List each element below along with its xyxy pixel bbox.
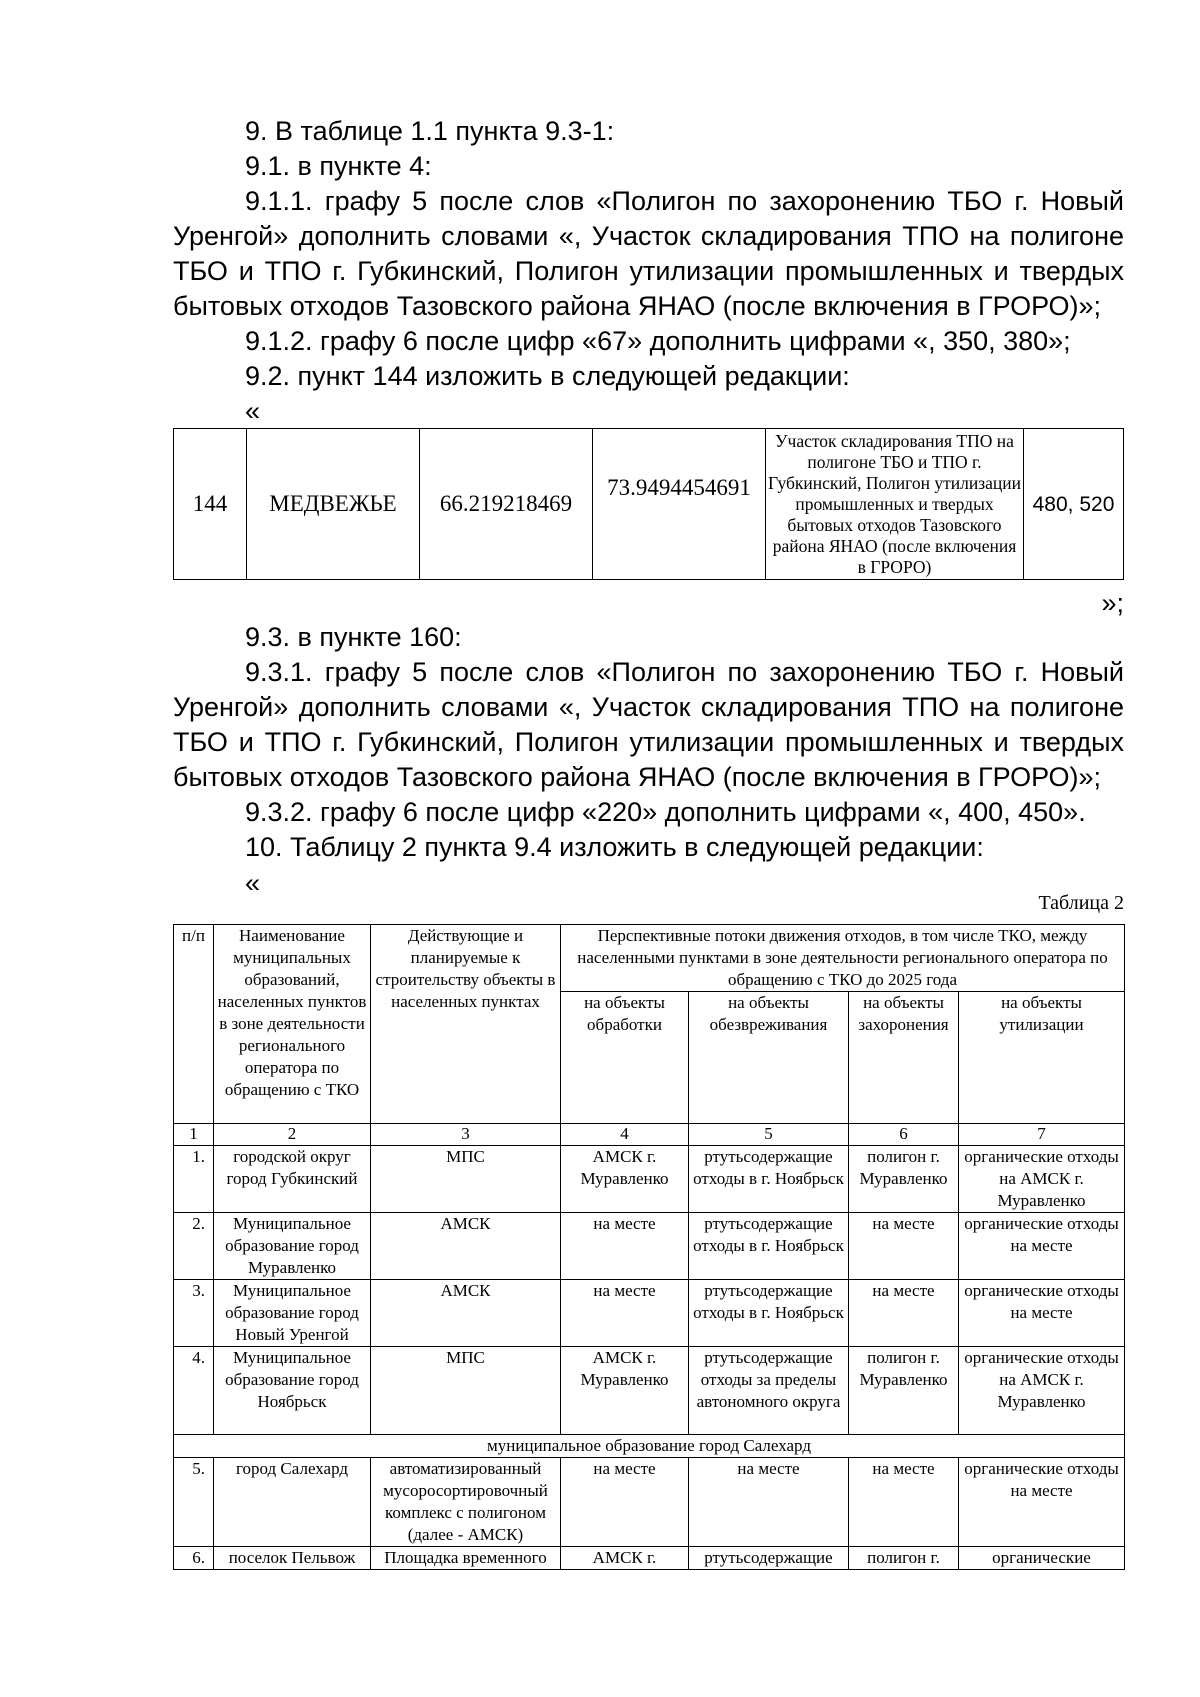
cell-codes: 480, 520	[1024, 429, 1124, 580]
paragraph-9-3: 9.3. в пункте 160:	[245, 622, 462, 652]
row-neutralization: ртутьсодержащие отходы в г. Ноябрьск	[689, 1213, 849, 1280]
row-neutralization: ртутьсодержащие отходы в г. Ноябрьск	[689, 1280, 849, 1347]
row-objects: МПС	[371, 1347, 561, 1435]
row-municipality: Муниципальное образование город Муравленко	[214, 1213, 371, 1280]
row-number: 1.	[174, 1146, 214, 1213]
cell-number: 144	[174, 429, 247, 580]
col-number: 7	[959, 1124, 1125, 1146]
row-utilization: органические отходы на месте	[959, 1280, 1125, 1347]
row-utilization: органические отходы на месте	[959, 1458, 1125, 1547]
col-number: 5	[689, 1124, 849, 1146]
table-caption: Таблица 2	[1038, 892, 1124, 914]
row-disposal: полигон г.	[849, 1547, 959, 1570]
header-flows: Перспективные потоки движения отходов, в том числе ТКО, между населенными пунктами в зоне деятельности регионального оператора по обращению с ТКО до 2025 года	[561, 925, 1125, 992]
paragraph-9-3-1: 9.3.1. графу 5 после слов «Полигон по захоронению ТБО г. Новый Уренгой» дополнить словами «, Участок складирования ТПО на полигоне ТБО и ТПО г. Губкинский, Полигон утилизации промышленных и твердых бытовых отходов Тазовского района ЯНАО (после включения в ГРОРО)»;	[173, 657, 1124, 792]
row-number: 5.	[174, 1458, 214, 1547]
row-municipality: Муниципальное образование город Новый Уренгой	[214, 1280, 371, 1347]
row-number: 2.	[174, 1213, 214, 1280]
row-neutralization: ртутьсодержащие отходы в г. Ноябрьск	[689, 1146, 849, 1213]
table-row	[174, 1347, 1125, 1435]
table-row	[174, 1280, 1125, 1347]
row-disposal: на месте	[849, 1213, 959, 1280]
table-row	[174, 1547, 1125, 1570]
row-utilization: органические отходы на АМСК г. Муравленко	[959, 1146, 1125, 1213]
row-municipality: городской округ город Губкинский	[214, 1146, 371, 1213]
row-disposal: полигон г. Муравленко	[849, 1146, 959, 1213]
section-row	[174, 1435, 1125, 1458]
paragraph-9-1-1: 9.1.1. графу 5 после слов «Полигон по захоронению ТБО г. Новый Уренгой» дополнить словами «, Участок складирования ТПО на полигоне ТБО и ТПО г. Губкинский, Полигон утилизации промышленных и твердых бытовых отходов Тазовского района ЯНАО (после включения в ГРОРО)»;	[173, 186, 1124, 321]
row-disposal: на месте	[849, 1458, 959, 1547]
header-num: п/п	[174, 925, 214, 1124]
table-row	[174, 1458, 1125, 1547]
row-neutralization: на месте	[689, 1458, 849, 1547]
row-municipality: Муниципальное образование город Ноябрьск	[214, 1347, 371, 1435]
table-row	[174, 1146, 1125, 1213]
table-row	[174, 1213, 1125, 1280]
col-number: 3	[371, 1124, 561, 1146]
section-title: муниципальное образование город Салехард	[174, 1435, 1125, 1458]
cell-description: Участок складирования ТПО на полигоне ТБО и ТПО г. Губкинский, Полигон утилизации промышленных и твердых бытовых отходов Тазовского района ЯНАО (после включения в ГРОРО)	[766, 429, 1024, 580]
header-disposal: на объекты захоронения	[849, 992, 959, 1124]
row-processing: АМСК г.	[561, 1547, 689, 1570]
paragraph-10: 10. Таблицу 2 пункта 9.4 изложить в следующей редакции:	[245, 832, 984, 862]
column-numbers-row	[174, 1124, 1125, 1146]
paragraph-9-1-2: 9.1.2. графу 6 после цифр «67» дополнить цифрами «, 350, 380»;	[245, 326, 1071, 356]
paragraph-9-1: 9.1. в пункте 4:	[245, 151, 432, 181]
row-number: 4.	[174, 1347, 214, 1435]
cell-name: МЕДВЕЖЬЕ	[247, 429, 420, 580]
opening-quote-1: «	[245, 396, 261, 426]
row-municipality: город Салехард	[214, 1458, 371, 1547]
opening-quote-2: «	[245, 868, 261, 898]
row-objects: Площадка временного	[371, 1547, 561, 1570]
row-utilization: органические отходы на АМСК г. Муравленко	[959, 1347, 1125, 1435]
row-objects: АМСК	[371, 1213, 561, 1280]
header-processing: на объекты обработки	[561, 992, 689, 1124]
paragraph-9-2: 9.2. пункт 144 изложить в следующей редакции:	[245, 361, 850, 391]
col-number: 6	[849, 1124, 959, 1146]
paragraph-9-3-2: 9.3.2. графу 6 после цифр «220» дополнить цифрами «, 400, 450».	[245, 797, 1086, 827]
closing-quote-1: »;	[1101, 588, 1124, 618]
row-objects: АМСК	[371, 1280, 561, 1347]
row-neutralization: ртутьсодержащие	[689, 1547, 849, 1570]
col-number: 2	[214, 1124, 371, 1146]
row-processing: на месте	[561, 1213, 689, 1280]
point-144-table	[173, 428, 1124, 580]
row-utilization: органические	[959, 1547, 1125, 1570]
row-number: 6.	[174, 1547, 214, 1570]
waste-flows-table	[173, 924, 1125, 1570]
row-processing: АМСК г. Муравленко	[561, 1347, 689, 1435]
row-objects: автоматизированный мусоросортировочный комплекс с полигоном (далее - АМСК)	[371, 1458, 561, 1547]
cell-longitude: 73.9494454691	[593, 429, 766, 580]
cell-latitude: 66.219218469	[420, 429, 593, 580]
row-utilization: органические отходы на месте	[959, 1213, 1125, 1280]
row-disposal: на месте	[849, 1280, 959, 1347]
header-utilization: на объекты утилизации	[959, 992, 1125, 1124]
table-row	[174, 429, 1124, 580]
col-number: 4	[561, 1124, 689, 1146]
header-municipality: Наименование муниципальных образований, населенных пунктов в зоне деятельности регионального оператора по обращению с ТКО	[214, 925, 371, 1124]
row-disposal: полигон г. Муравленко	[849, 1347, 959, 1435]
header-row-1	[174, 925, 1125, 992]
col-number: 1	[174, 1124, 214, 1146]
header-objects: Действующие и планируемые к строительству объекты в населенных пунктах	[371, 925, 561, 1124]
row-number: 3.	[174, 1280, 214, 1347]
paragraph-9: 9. В таблице 1.1 пункта 9.3-1:	[245, 116, 615, 146]
row-neutralization: ртутьсодержащие отходы за пределы автономного округа	[689, 1347, 849, 1435]
row-municipality: поселок Пельвож	[214, 1547, 371, 1570]
row-processing: на месте	[561, 1458, 689, 1547]
row-processing: АМСК г. Муравленко	[561, 1146, 689, 1213]
header-neutralization: на объекты обезвреживания	[689, 992, 849, 1124]
row-objects: МПС	[371, 1146, 561, 1213]
row-processing: на месте	[561, 1280, 689, 1347]
